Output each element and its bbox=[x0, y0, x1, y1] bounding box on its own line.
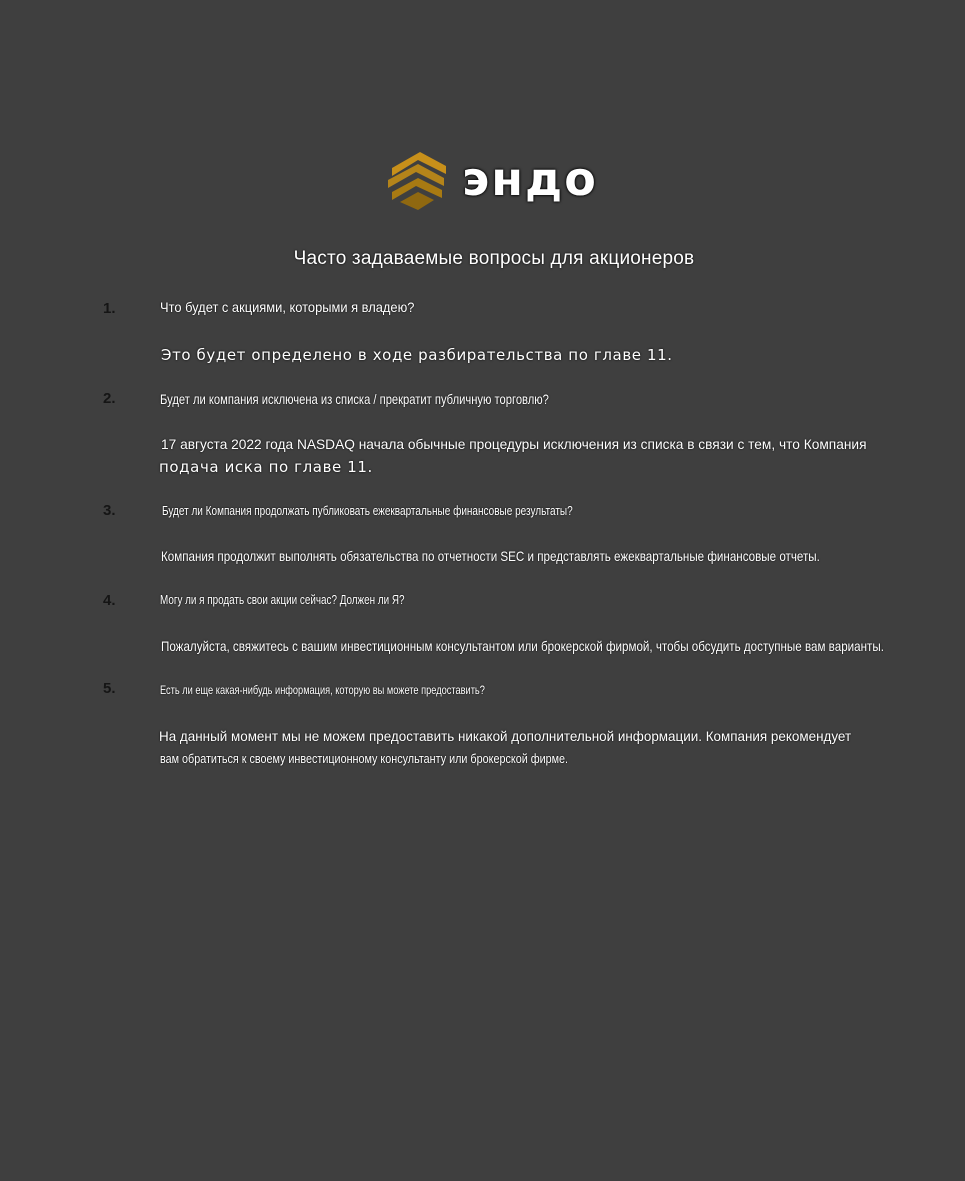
endo-logo-icon bbox=[388, 148, 446, 210]
faq-number-4: 4. bbox=[103, 592, 116, 609]
faq-question-3: Будет ли Компания продолжать публиковать ежеквартальные финансовые результаты? bbox=[162, 503, 573, 518]
page-title: Часто задаваемые вопросы для акционеров bbox=[293, 248, 695, 269]
faq-answer-5-line-1: На данный момент мы не можем предоставить никакой дополнительной информации. Компания рекомендует bbox=[159, 728, 852, 744]
faq-answer-1-line-1: Это будет определено в ходе разбирательства по главе 11. bbox=[161, 346, 673, 364]
faq-answer-2-line-2: подача иска по главе 11. bbox=[159, 458, 373, 476]
faq-question-4: Могу ли я продать свои акции сейчас? Должен ли Я? bbox=[160, 592, 405, 607]
faq-question-5: Есть ли еще какая-нибудь информация, которую вы можете предоставить? bbox=[160, 683, 485, 697]
faq-answer-5-line-2: вам обратиться к своему инвестиционному консультанту или брокерской фирме. bbox=[160, 751, 569, 766]
faq-number-3: 3. bbox=[103, 502, 116, 519]
faq-number-1: 1. bbox=[103, 300, 116, 317]
faq-question-2: Будет ли компания исключена из списка / прекратит публичную торговлю? bbox=[160, 391, 549, 407]
faq-number-2: 2. bbox=[103, 390, 116, 407]
faq-answer-2-line-1: 17 августа 2022 года NASDAQ начала обычные процедуры исключения из списка в связи с тем, что Компания bbox=[161, 436, 867, 452]
faq-question-1: Что будет с акциями, которыми я владею? bbox=[160, 299, 415, 315]
faq-answer-4-line-1: Пожалуйста, свяжитесь с вашим инвестиционным консультантом или брокерской фирмой, чтобы обсудить доступные вам варианты. bbox=[161, 638, 884, 654]
endo-logo bbox=[388, 146, 618, 212]
logo-wordmark: эндо bbox=[462, 152, 598, 206]
faq-number-5: 5. bbox=[103, 680, 116, 697]
faq-answer-3-line-1: Компания продолжит выполнять обязательства по отчетности SEC и представлять ежеквартальные финансовые отчеты. bbox=[161, 548, 820, 564]
